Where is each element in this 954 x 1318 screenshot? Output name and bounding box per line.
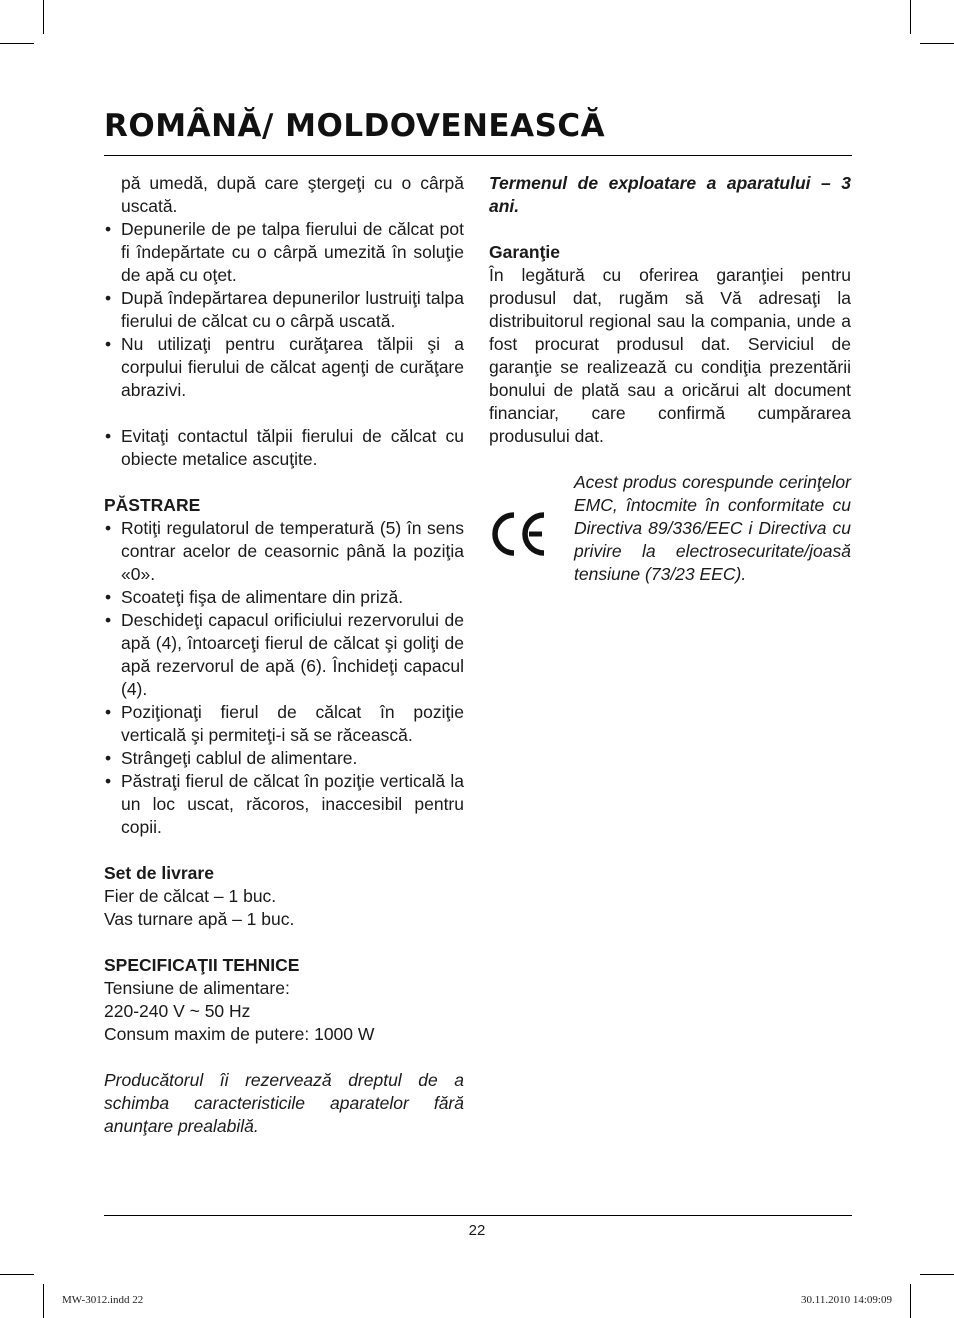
- list-item: • Depunerile de pe talpa fierului de călcat pot fi îndepărtate cu o cârpă umezită în soluţie de apă cu oţet.: [105, 219, 464, 285]
- print-slug-date: 30.11.2010 14:09:09: [801, 1294, 892, 1306]
- list-item: • Strângeţi cablul de alimentare.: [105, 748, 358, 768]
- disclaimer: Producătorul îi rezervează dreptul de a schimba caracteristicile aparatelor fără anunţare prealabilă.: [104, 1070, 464, 1136]
- set-item: Vas turnare apă – 1 buc.: [104, 909, 295, 929]
- crop-mark: [910, 0, 911, 34]
- crop-mark: [0, 43, 34, 44]
- spec-line: 220-240 V ~ 50 Hz: [104, 1001, 251, 1021]
- crop-mark: [920, 1274, 954, 1275]
- ce-mark-icon: [489, 471, 574, 563]
- list-item: • Scoateţi fişa de alimentare din priză.: [105, 587, 404, 607]
- specs-heading: SPECIFICAŢII TEHNICE: [104, 955, 300, 975]
- ce-declaration: [489, 471, 851, 586]
- crop-mark: [0, 1274, 34, 1275]
- list-item: • Poziţionaţi fierul de călcat în poziţie verticală şi permiteţi-i să se răcească.: [105, 702, 464, 745]
- set-heading: Set de livrare: [104, 863, 214, 883]
- print-slug-file: MW-3012.indd 22: [62, 1294, 144, 1306]
- continued-text: pă umedă, după care ştergeţi cu o cârpă uscată.: [121, 173, 464, 216]
- warranty-text: În legătură cu oferirea garanţiei pentru produsul dat, rugăm să Vă adresaţi la distribuitorul regional sau la compania, unde a fost procurat produsul dat. Serviciul de garanţie se realizează cu condiţia prezentării bonului de plată sau a oricărui alt document financiar, care confirmă cumpărarea produsului dat.: [489, 265, 851, 446]
- right-column: [489, 172, 851, 586]
- page-number: 22: [468, 1222, 486, 1239]
- spec-line: Consum maxim de putere: 1000 W: [104, 1024, 375, 1044]
- title-divider: [104, 155, 852, 156]
- crop-mark: [910, 1284, 911, 1318]
- list-item: • Păstraţi fierul de călcat în poziţie verticală la un loc uscat, răcoros, inaccesibil pentru copii.: [105, 771, 464, 837]
- service-life: Termenul de exploatare a aparatului – 3 ani.: [489, 173, 851, 216]
- list-item: • Nu utilizaţi pentru curăţarea tălpii şi a corpului fierului de călcat agenţi de curăţare abrazivi.: [105, 334, 464, 400]
- storage-heading: PĂSTRARE: [104, 495, 201, 515]
- ce-text: Acest produs corespunde cerinţelor EMC, întocmite în conformitate cu Directiva 89/336/EEC i Directiva cu privire la electrosecuritate/joasă tensiune (73/23 EEC).: [574, 472, 851, 584]
- cleaning-list: [104, 218, 464, 402]
- left-column: [104, 172, 464, 1138]
- crop-mark: [43, 0, 44, 34]
- list-item: • Evitaţi contactul tălpii fierului de călcat cu obiecte metalice ascuţite.: [105, 426, 464, 469]
- page-title: ROMÂNĂ/ MOLDOVENEASCĂ: [104, 108, 606, 144]
- list-item: • Rotiţi regulatorul de temperatură (5) în sens contrar acelor de ceasornic până la poziţia «0».: [105, 518, 464, 584]
- crop-mark: [43, 1284, 44, 1318]
- list-item: • După îndepărtarea depunerilor lustruiţi talpa fierului de călcat cu o cârpă uscată.: [105, 288, 464, 331]
- footer-divider: [104, 1215, 852, 1216]
- caution-list: [104, 425, 464, 471]
- storage-list: [104, 517, 464, 839]
- set-item: Fier de călcat – 1 buc.: [104, 886, 277, 906]
- spec-line: Tensiune de alimentare:: [104, 978, 290, 998]
- warranty-heading: Garanţie: [489, 242, 560, 262]
- crop-mark: [920, 43, 954, 44]
- list-item: • Deschideţi capacul orificiului rezervorului de apă (4), întoarceţi fierul de călcat şi goliţi de apă rezervorul de apă (6). Închideţi capacul (4).: [105, 610, 464, 699]
